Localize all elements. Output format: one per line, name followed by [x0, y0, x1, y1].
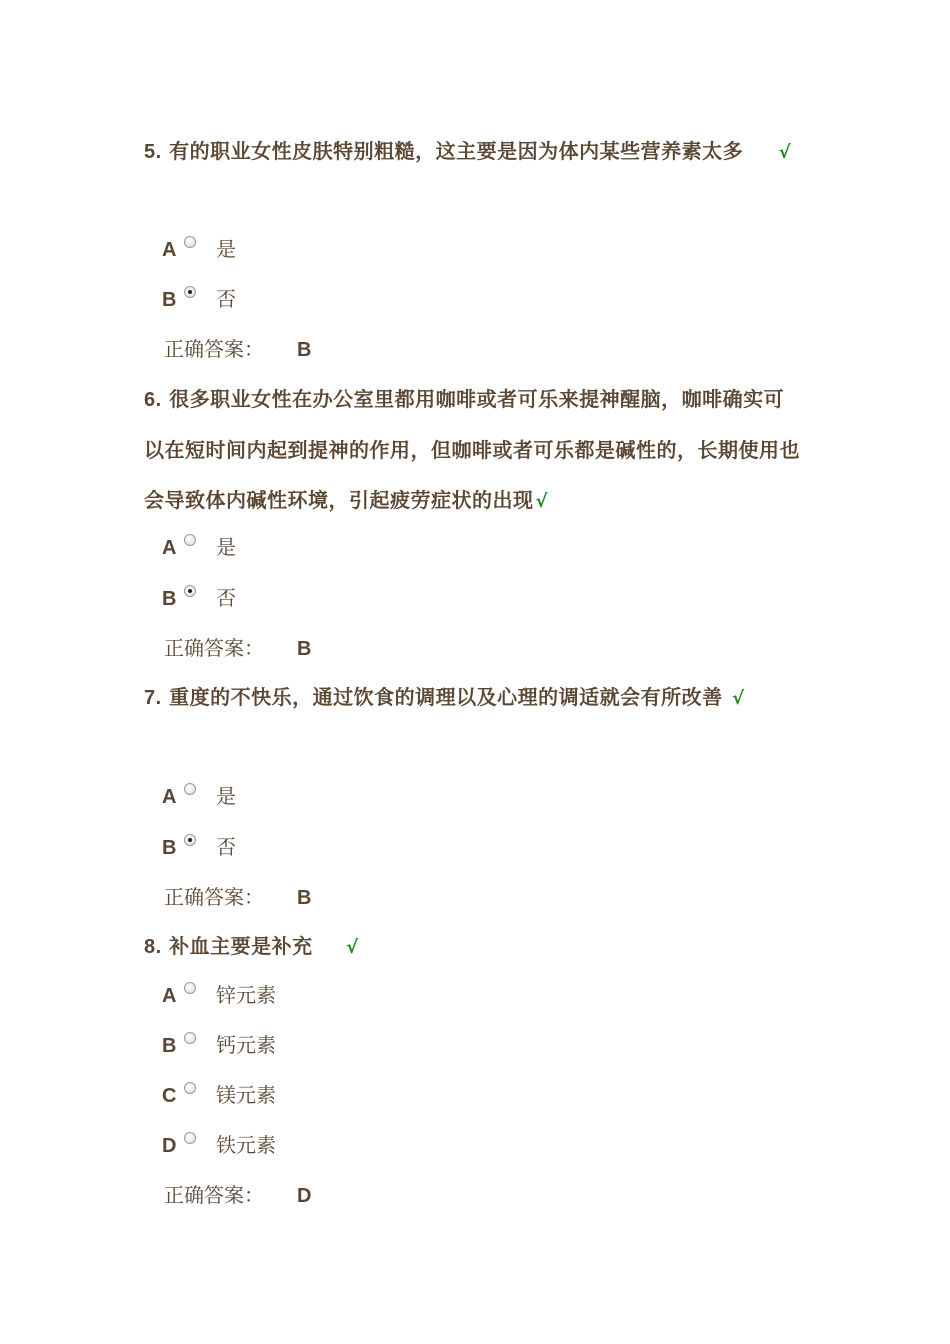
option-text: 锌元素 [216, 983, 276, 1007]
correct-answer-value: B [297, 887, 312, 909]
radio-button[interactable] [184, 236, 196, 248]
radio-button[interactable] [184, 1132, 196, 1144]
option-letter: A [162, 985, 177, 1007]
radio-button-selected[interactable] [184, 834, 196, 846]
option-b[interactable] [162, 1020, 276, 1070]
question-text [144, 126, 804, 178]
option-b[interactable] [162, 822, 236, 872]
question-stem: 很多职业女性在办公室里都用咖啡或者可乐来提神醒脑，咖啡确实可以在短时间内起到提神的作用，但咖啡或者可乐都是碱性的，长期使用也会导致体内碱性环境，引起疲劳症状的出现 [144, 387, 800, 512]
option-c[interactable] [162, 1070, 276, 1120]
option-letter: B [162, 588, 177, 610]
question-number: 7. [144, 687, 162, 709]
option-letter: B [162, 289, 177, 311]
radio-button[interactable] [184, 1032, 196, 1044]
option-a[interactable] [162, 970, 276, 1020]
option-letter: C [162, 1085, 177, 1107]
correct-answer [164, 1170, 311, 1220]
correct-answer [164, 324, 311, 374]
option-a[interactable] [162, 522, 236, 572]
check-mark-icon: √ [732, 688, 745, 709]
question-number: 5. [144, 141, 162, 163]
question-text [144, 374, 804, 527]
option-letter: A [162, 239, 177, 261]
correct-answer-label: 正确答案： [164, 636, 264, 660]
option-a[interactable] [162, 224, 236, 274]
correct-answer [164, 623, 311, 673]
correct-answer-label: 正确答案： [164, 1183, 264, 1207]
radio-button-selected[interactable] [184, 286, 196, 298]
option-text: 铁元素 [216, 1133, 276, 1157]
question-text [144, 672, 804, 724]
check-mark-icon: √ [346, 937, 359, 958]
option-a[interactable] [162, 771, 236, 821]
option-text: 钙元素 [216, 1033, 276, 1057]
option-text: 否 [216, 586, 236, 610]
option-d[interactable] [162, 1120, 276, 1170]
correct-answer-value: B [297, 638, 312, 660]
option-b[interactable] [162, 573, 236, 623]
radio-button[interactable] [184, 1082, 196, 1094]
option-text: 是 [216, 784, 236, 808]
radio-button[interactable] [184, 783, 196, 795]
question-stem: 重度的不快乐，通过饮食的调理以及心理的调适就会有所改善 [169, 685, 723, 709]
question-number: 8. [144, 936, 162, 958]
option-text: 否 [216, 835, 236, 859]
check-mark-icon: √ [778, 142, 792, 163]
option-letter: B [162, 1035, 177, 1057]
option-text: 否 [216, 287, 236, 311]
radio-button-selected[interactable] [184, 585, 196, 597]
option-letter: B [162, 837, 177, 859]
option-text: 是 [216, 237, 236, 261]
correct-answer-value: D [297, 1185, 312, 1207]
question-number: 6. [144, 389, 162, 411]
option-text: 是 [216, 535, 236, 559]
option-b[interactable] [162, 274, 236, 324]
correct-answer [164, 872, 311, 922]
radio-button[interactable] [184, 982, 196, 994]
radio-button[interactable] [184, 534, 196, 546]
question-stem: 补血主要是补充 [169, 934, 313, 958]
option-text: 镁元素 [216, 1083, 276, 1107]
option-letter: A [162, 786, 177, 808]
correct-answer-value: B [297, 339, 312, 361]
question-stem: 有的职业女性皮肤特别粗糙，这主要是因为体内某些营养素太多 [169, 139, 744, 163]
correct-answer-label: 正确答案： [164, 337, 264, 361]
option-letter: A [162, 537, 177, 559]
option-letter: D [162, 1135, 177, 1157]
question-text [144, 921, 804, 973]
check-mark-icon: √ [535, 491, 549, 512]
correct-answer-label: 正确答案： [164, 885, 264, 909]
